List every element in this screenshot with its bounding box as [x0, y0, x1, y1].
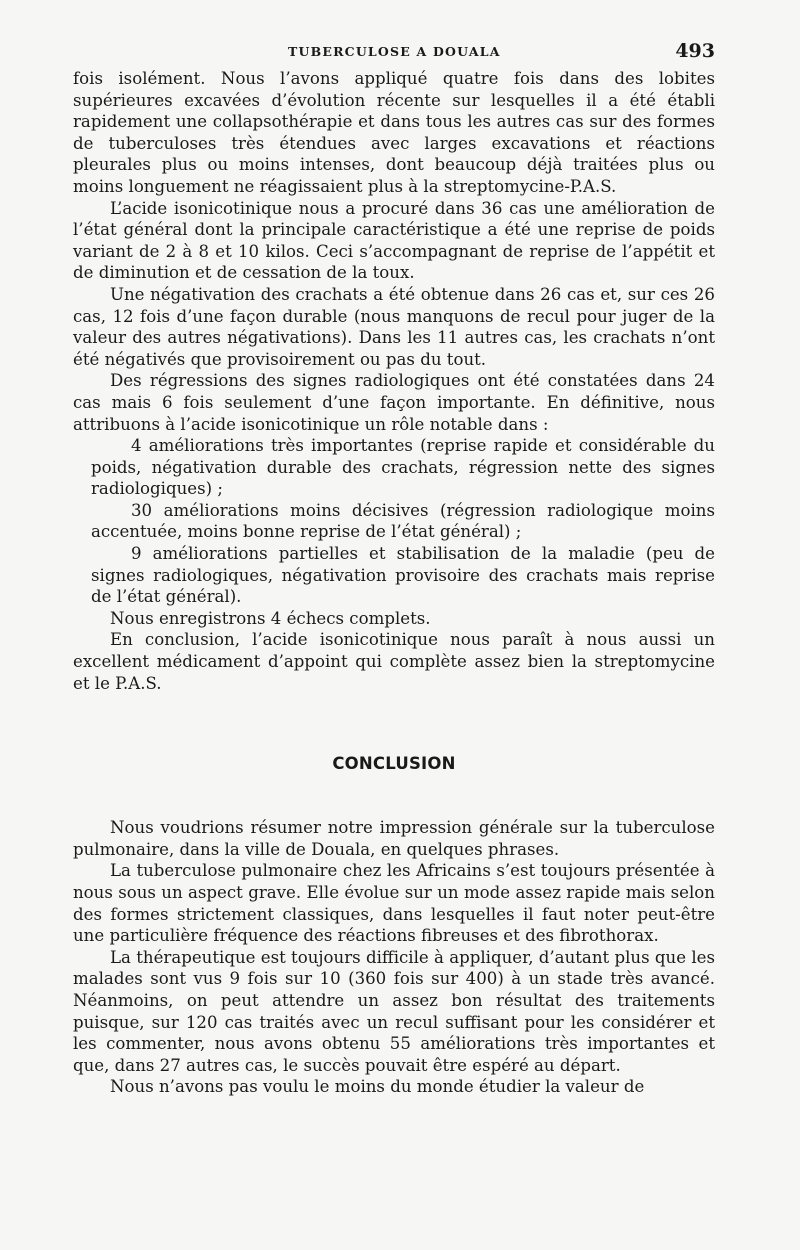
- book-page: [73, 38, 715, 1098]
- running-title: TUBERCULOSE A DOUALA: [288, 44, 501, 59]
- paragraph-weight-gain: L’acide isonicotinique nous a procuré dans 36 cas une amélioration de l’état général dont la principale caractéristique a été une reprise de poids variant de 2 à 8 et 10 kilos. Ceci s’accompagnant de reprise de l’appétit et de diminution et de cessation de la toux.: [73, 198, 715, 283]
- conclusion-paragraph-presentation: La tuberculose pulmonaire chez les Africains s’est toujours présentée à nous sous un aspect grave. Elle évolue sur un mode assez rapide mais selon des formes strictement classiques, dans lesquelles il faut noter peut-être une particulière fréquence des réactions fibreuses et des fibrothorax.: [73, 861, 715, 946]
- paragraph-sputum: Une négativation des crachats a été obtenue dans 26 cas et, sur ces 26 cas, 12 fois d’une façon durable (nous manquons de recul pour juger de la valeur des autres négativations). Dans les 11 autres cas, les crachats n’ont été négativés que provisoirement ou pas du tout.: [73, 284, 715, 369]
- conclusion-paragraph-therapy: La thérapeutique est toujours difficile à appliquer, d’autant plus que les malades sont vus 9 fois sur 10 (360 fois sur 400) à un stade très avancé. Néanmoins, on peut attendre un assez bon résultat des traitements puisque, sur 120 cas traités avec un recul suffisant pour les considérer et les commenter, nous avons obtenu 55 améliorations très importantes et que, dans 27 autres cas, le succès pouvait être espéré au départ.: [73, 947, 715, 1075]
- page-number: 493: [675, 40, 715, 62]
- running-head: [73, 38, 715, 68]
- conclusion-paragraph-summary: Nous voudrions résumer notre impression générale sur la tuberculose pulmonaire, dans la ville de Douala, en quelques phrases.: [73, 818, 715, 859]
- conclusion-heading: CONCLUSION: [332, 754, 456, 774]
- paragraph-failures: Nous enregistrons 4 échecs complets.: [110, 608, 431, 628]
- list-item-major-improvements: 4 améliorations très importantes (reprise rapide et considérable du poids, négativation durable des crachats, régression nette des signes radiologiques) ;: [91, 436, 715, 499]
- paragraph-in-conclusion: En conclusion, l’acide isonicotinique nous paraît à nous aussi un excellent médicament d’appoint qui complète assez bien la streptomycine et le P.A.S.: [73, 630, 715, 693]
- list-item-partial-improvements: 9 améliorations partielles et stabilisation de la maladie (peu de signes radiologiques, négativation provisoire des crachats mais reprise de l’état général).: [91, 544, 715, 607]
- list-item-lesser-improvements: 30 améliorations moins décisives (régression radiologique moins accentuée, moins bonne reprise de l’état général) ;: [91, 500, 715, 542]
- paragraph-radiology: Des régressions des signes radiologiques ont été constatées dans 24 cas mais 6 fois seulement d’une façon importante. En définitive, nous attribuons à l’acide isonicotinique un rôle notable dans :: [73, 371, 715, 434]
- conclusion-paragraph-final: Nous n’avons pas voulu le moins du monde étudier la valeur de: [110, 1077, 645, 1097]
- paragraph-continuation: fois isolément. Nous l’avons appliqué quatre fois dans des lobites supérieures excavées d’évolution récente sur lesquelles il a été établi rapidement une collapsothérapie et dans tous les autres cas sur des formes de tuberculoses très étendues avec larges excavations et réactions pleurales plus ou moins intenses, dont beaucoup déjà traitées plus ou moins longuement ne réagissaient plus à la streptomycine-P.A.S.: [73, 69, 715, 196]
